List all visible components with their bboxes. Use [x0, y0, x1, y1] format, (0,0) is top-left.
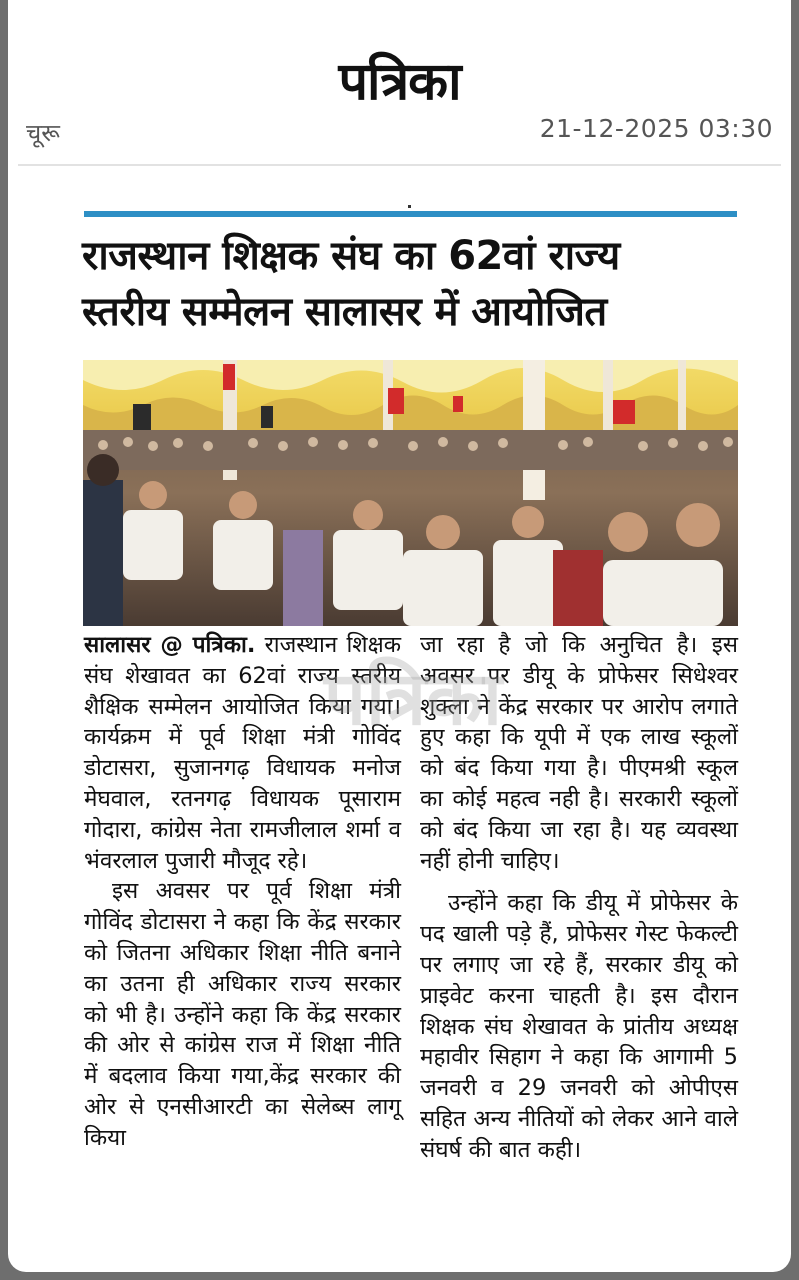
clipping-card [8, 0, 791, 1272]
header-divider [18, 164, 781, 166]
city-label: चूरू [26, 119, 60, 147]
headline-line-1: राजस्थान शिक्षक संघ का 62वां राज्य [82, 233, 620, 279]
article-paragraph-2: इस अवसर पर पूर्व शिक्षा मंत्री गोविंद डोटासरा ने कहा कि केंद्र सरकार को जितना अधिकार शिक्षा नीति बनाने का उतना ही अधिकार राज्य सरकार को भी है। उन्होंने कहा कि केंद्र सरकार की ओर से कांग्रेस राज में शिक्षा नीति में बदलाव किया गया,केंद्र सरकार की ओर से एनसीआरटी का सेलेब्स लागू किया [84, 878, 401, 1151]
event-photo [83, 360, 738, 626]
byline: सालासर @ पत्रिका. [84, 632, 256, 658]
headline [82, 228, 742, 340]
headline-line-2: स्तरीय सम्मेलन सालासर में आयोजित [82, 289, 607, 335]
watermark-logo: पत्रिका [324, 656, 503, 742]
masthead-logo: पत्रिका [338, 52, 461, 112]
date-time: 21-12-2025 03:30 [539, 114, 773, 143]
article-paragraph-4: उन्होंने कहा कि डीयू में प्रोफेसर के पद खाली पड़े हैं, प्रोफेसर गेस्ट फेकल्टी पर लगाए जा रहे हैं, सरकार डीयू को प्राइवेट करना चाहती है। इस दौरान शिक्षक संघ शेखावत के प्रांतीय अध्यक्ष महावीर सिहाग ने कहा कि आगामी 5 जनवरी व 29 जनवरी को ओपीएस सहित अन्य नीतियों को लेकर आने वाले संघर्ष की बात कही। [420, 890, 738, 1163]
article-paragraph-1: राजस्थान शिक्षक संघ शेखावत का 62वां राज्य स्तरीय शैक्षिक सम्मेलन आयोजित किया गया।कार्यक्रम में पूर्व शिक्षा मंत्री गोविंद डोटासरा, सुजानगढ़ विधायक मनोज मेघवाल, रतनगढ़ विधायक पूसाराम गोदारा, कांग्रेस नेता रामजीलाल शर्मा व भंवरलाल पुजारी मौजूद रहे। [84, 632, 401, 874]
headline-rule [84, 211, 737, 217]
article-column-1 [84, 630, 401, 1154]
article-column-2 [420, 630, 738, 1166]
crowd-photo-illustration [83, 360, 738, 626]
article-paragraph-3: जा रहा है जो कि अनुचित है। इस अवसर पर डीयू के प्रोफेसर सिधेश्वर शुक्ला ने केंद्र सरकार पर आरोप लगाते हुए कहा कि यूपी में एक लाख स्कूलों को बंद किया गया है। पीएमश्री स्कूल का कोई महत्व नही है। सरकारी स्कूलों को बंद किया जा रहा है। यह व्यवस्था नहीं होनी चाहिए। [420, 632, 738, 874]
rule-dot [408, 205, 411, 208]
